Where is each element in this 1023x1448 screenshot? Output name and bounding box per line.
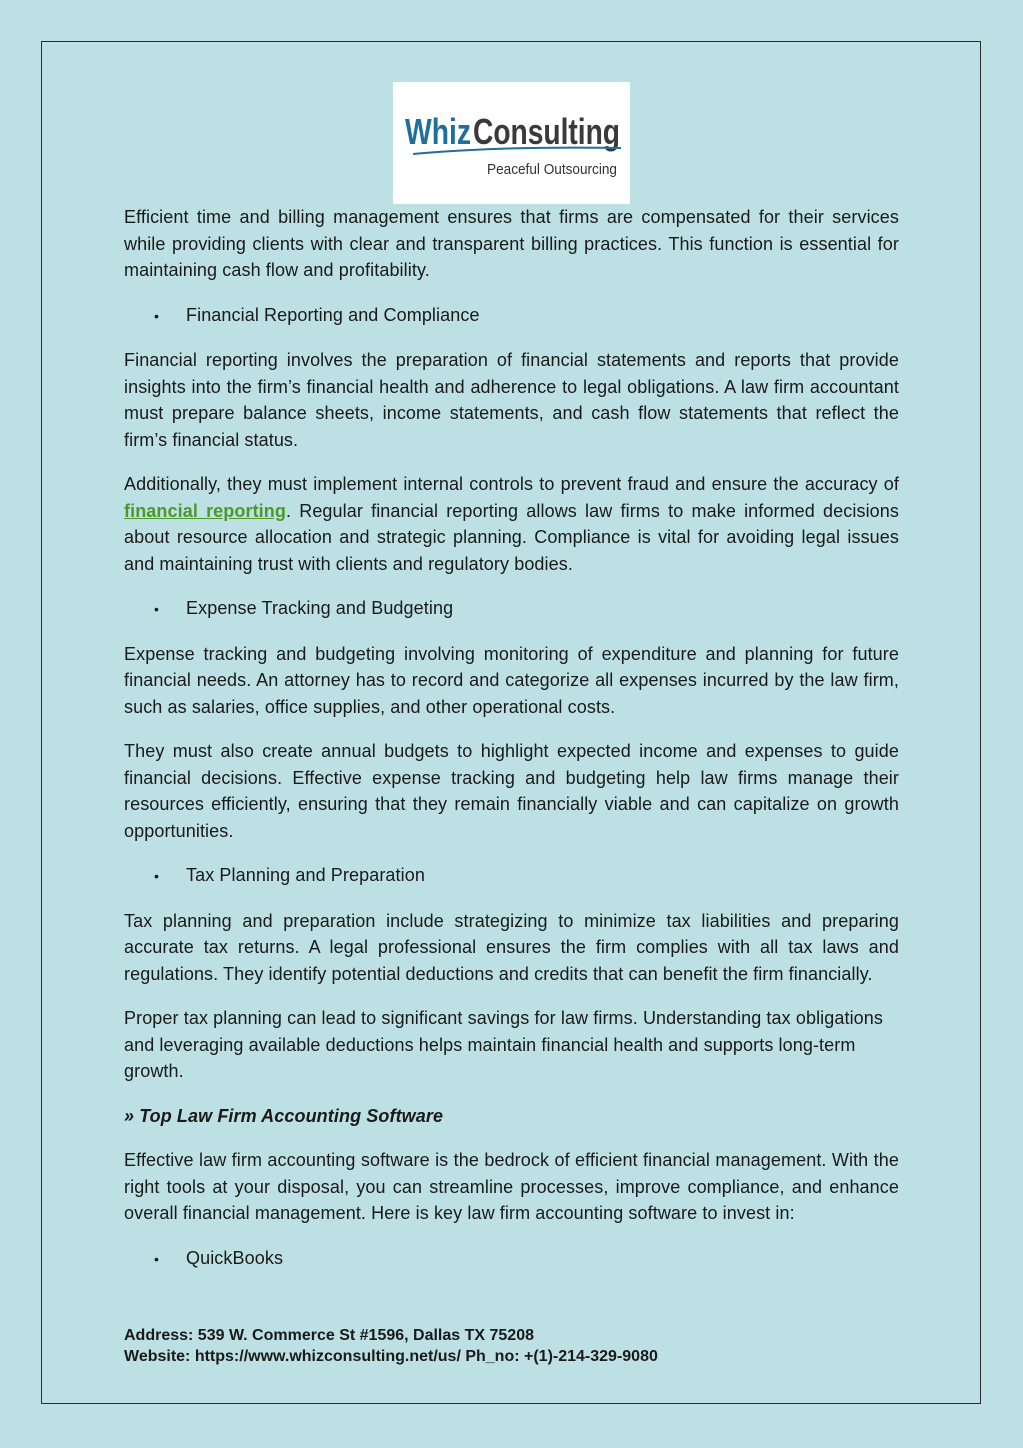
paragraph-software-intro: Effective law firm accounting software is the bedrock of efficient financial management. With the right tools at your disposal, you can streamline processes, improve compliance, and enhance overall financial management. Here is key law firm accounting software to invest in: [124,1150,899,1223]
bullet-financial-reporting [124,302,899,330]
logo-graphic [393,82,630,204]
bullet-label: Financial Reporting and Compliance [186,304,480,325]
bullet-dot: • [154,1250,160,1267]
bullet-label: QuickBooks [186,1247,284,1268]
bullet-dot: • [154,868,160,884]
paragraph-internal-controls [124,471,899,577]
bullet-expense-tracking [124,595,899,623]
text-segment: Additionally, they must implement internal controls to prevent fraud and ensure the accuracy of [124,474,899,494]
bullet-label: Tax Planning and Preparation [186,865,425,885]
paragraph-billing: Efficient time and billing management ensures that firms are compensated for their services while providing clients with clear and transparent billing practices. This function is essential for maintaining cash flow and profitability. [124,207,899,280]
paragraph-annual-budgets: They must also create annual budgets to highlight expected income and expenses to guide financial decisions. Effective expense tracking and budgeting help law firms manage their resources efficiently, ensuring that they remain financially viable and can capitalize on growth opportunities. [124,741,899,841]
bullet-dot: • [154,307,160,324]
bullet-dot: • [154,601,160,617]
financial-reporting-link[interactable]: financial reporting [124,500,286,521]
whizconsulting-logo [393,82,630,204]
footer-website: Website: https://www.whizconsulting.net/us/ Ph_no: +(1)-214-329-9080 [124,1348,658,1365]
bullet-label: Expense Tracking and Budgeting [186,598,454,618]
page-footer [124,1325,658,1367]
paragraph-tax-savings: Proper tax planning can lead to significant savings for law firms. Understanding tax obligations and leveraging available deductions helps maintain financial health and supports long-term growth. [124,1008,884,1081]
paragraph-expense-tracking: Expense tracking and budgeting involving monitoring of expenditure and planning for future financial needs. An attorney has to record and categorize all expenses incurred by the law firm, such as salaries, office supplies, and other operational costs. [124,643,899,717]
bullet-tax-planning [124,862,899,890]
logo-consulting-text: Consulting [473,111,620,152]
document-body [124,204,899,1290]
footer-address: Address: 539 W. Commerce St #1596, Dallas TX 75208 [124,1327,534,1344]
text-segment: . Regular financial reporting allows law firms to make informed decisions about resource allocation and strategic planning. Compliance is vital for avoiding legal issues and maintaining trust with clients and regulatory bodies. [124,500,899,574]
logo-tagline: Peaceful Outsourcing [487,161,617,178]
paragraph-financial-reporting: Financial reporting involves the preparation of financial statements and reports that provide insights into the firm’s financial health and adherence to legal obligations. A law firm accountant must prepare balance sheets, income statements, and cash flow statements that reflect the firm’s financial status. [124,350,899,450]
paragraph-tax-planning: Tax planning and preparation include strategizing to minimize tax liabilities and preparing accurate tax returns. A legal professional ensures the firm complies with all tax laws and regulations. They identify potential deductions and credits that can benefit the firm financially. [124,910,899,984]
section-heading-software: » Top Law Firm Accounting Software [124,1105,444,1126]
bullet-quickbooks [124,1245,899,1273]
logo-whiz-text: Whiz [405,111,471,152]
